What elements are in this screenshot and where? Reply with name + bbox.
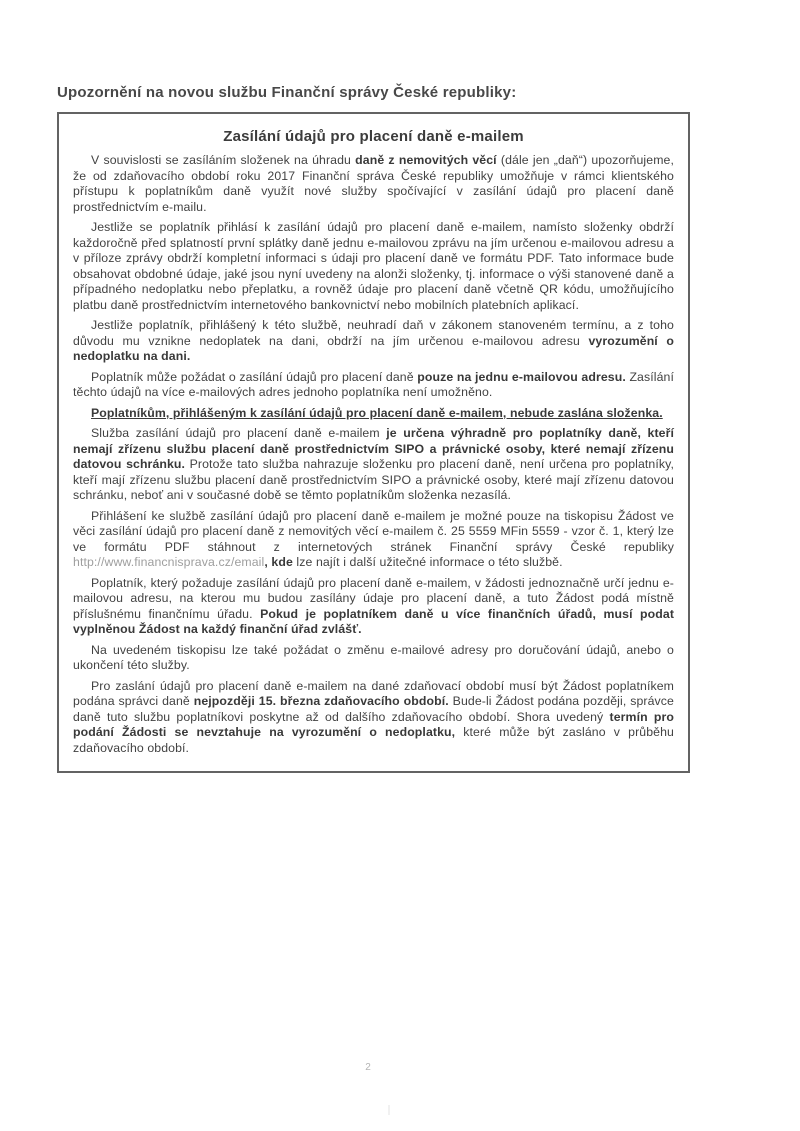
paragraph-eligibility: Služba zasílání údajů pro placení daně e-mailem je určena výhradně pro poplatníky daně, kteří nemají zřízenu službu placení daně prostřednictvím SIPO a právnické osoby, které nemají zřízenu datovou schránku. Protože tato služba nahrazuje složenku pro placení daně, není určena pro poplatníky, kteří mají zřízenu službu placení daně prostřednictvím SIPO a právnické osoby, které mají zřízenu datovou schránku, neboť ani v současné době se těmto poplatníkům složenka nezasílá. xyxy=(73,426,674,502)
paragraph-email-service-description: Jestliže se poplatník přihlásí k zasílání údajů pro placení daně e-mailem, namísto složenky obdrží každoročně před splatností první splátky daně jednu e-mailovou zprávu na jím určenou e-mailovou adresu a v příloze zprávy obdrží kompletní informaci s údaji pro placení daně ve formátu PDF. Tato informace bude obsahovat obdobné údaje, jaké jsou nyní uvedeny na alonži složenky, tj. informace o výši stanovené daně a případného nedoplatku nebo přeplatku, a rovněž údaje pro placení daně včetně QR kódu, umožňujícího platbu daně prostřednictvím internetového bankovnictví nebo mobilních platebních aplikací. xyxy=(73,220,674,312)
paragraph-application-submission: Poplatník, který požaduje zasílání údajů pro placení daně e-mailem, v žádosti jednoznačně určí jednu e-mailovou adresu, na kterou mu budou zasílány údaje pro placení daně, a tuto Žádost podá místně příslušnému finančnímu úřadu. Pokud je poplatníkem daně u více finančních úřadů, musí podat vyplněnou Žádost na každý finanční úřad zvlášť. xyxy=(73,575,675,636)
scan-artifact xyxy=(388,1105,390,1115)
notice-heading: Zasílání údajů pro placení daně e-mailem xyxy=(223,128,524,145)
paragraph-registration-form: Přihlášení ke službě zasílání údajů pro placení daně e-mailem je možné pouze na tiskopisu Žádost ve věci zasílání údajů pro placení daně z nemovitých věcí e-mailem č. 25 5559 MFin 5559 - vzor č. 1, který lze ve formátu PDF stáhnout z internetových stránek Finanční správy České republiky http://www.financnisprava.cz/email, kde lze najít i další užitečné informace o této službě. xyxy=(73,508,674,569)
paragraph-single-address: Poplatník může požádat o zasílání údajů pro placení daně pouze na jednu e-mailovou adresu. Zasílání těchto údajů na více e-mailových adres jednoho poplatníka není umožněno. xyxy=(73,369,674,399)
paragraph-address-change: Na uvedeném tiskopisu lze také požádat o změnu e-mailové adresy pro doručování údajů, anebo o ukončení této služby. xyxy=(73,642,674,672)
service-url-text: http://www.financnisprava.cz/email xyxy=(73,555,265,569)
paragraph-arrears-notification: Jestliže poplatník, přihlášený k této službě, neuhradí daň v zákonem stanoveném termínu, a z toho důvodu mu vznikne nedoplatek na dani, obdrží na jím určenou e-mailovou adresu vyrozumění o nedoplatku na dani. xyxy=(73,318,674,363)
paragraph-intro: V souvislosti se zasíláním složenek na úhradu daně z nemovitých věcí (dále jen „daň“) upozorňujeme, že od zdaňovacího období roku 2017 Finanční správa České republiky umožňuje v rámci klientského přístupu k poplatníkům daně využít nové služby spočívající v zasílání údajů pro placení daně prostřednictvím e-mailu. xyxy=(73,153,674,214)
paragraph-deadline: Pro zaslání údajů pro placení daně e-mailem na dané zdaňovací období musí být Žádost poplatníkem podána správci daně nejpozději 15. března zdaňovacího období. Bude-li Žádost podána později, správce daně tuto službu poplatníkovi poskytne až od dalšího zdaňovacího období. Shora uvedený termín pro podání Žádosti se nevztahuje na vyrozumění o nedoplatku, které může být zasláno v průběhu zdaňovacího období. xyxy=(73,678,675,755)
page-number: 2 xyxy=(365,1062,371,1073)
notice-box xyxy=(57,112,690,773)
page-title: Upozornění na novou službu Finanční správy České republiky: xyxy=(57,84,517,101)
notice-body xyxy=(73,153,674,756)
paragraph-no-payment-slip-warning: Poplatníkům, přihlášeným k zasílání údajů pro placení daně e-mailem, nebude zaslána složenka. xyxy=(91,405,663,420)
